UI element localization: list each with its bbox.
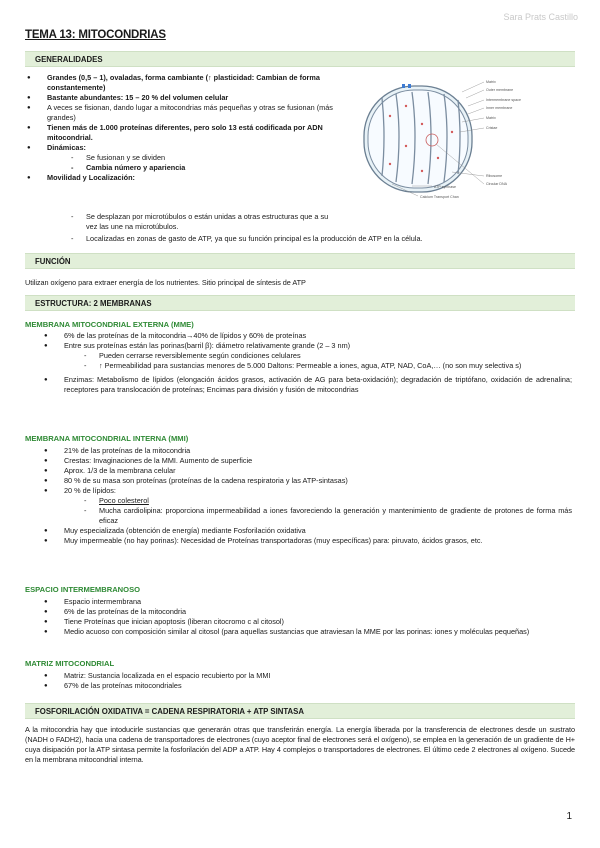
section-bar-generalidades: GENERALIDADES (25, 51, 575, 67)
mitochondria-diagram (362, 76, 577, 204)
ei-list (42, 597, 572, 637)
mme-list (42, 331, 572, 395)
list-item: ● Matriz: Sustancia localizada en el espacio recubierto por la MMI (42, 671, 572, 681)
list-item: ● Crestas: Invaginaciones de la MMI. Aumento de superficie (42, 456, 572, 466)
list-item: ● Muy especializada (obtención de energía) mediante Fosforilación oxidativa (42, 526, 572, 536)
generalidades-list (25, 73, 345, 183)
mmi-heading: MEMBRANA MITOCONDRIAL INTERNA (MMI) (25, 434, 189, 443)
label-circular-dna: Circular DNA (486, 182, 507, 186)
sub-item: - Localizadas en zonas de gasto de ATP, ya que su función principal es la producción de ATP en la célula. (65, 234, 585, 244)
dinamicas-label: Dinámicas: (47, 143, 86, 152)
mme-porinas-text: Entre sus proteínas están las porinas(barril β): diámetro relativamente grande (2 – 3 nm) (64, 341, 351, 350)
list-item: ● Aprox. 1/3 de la membrana celular (42, 466, 572, 476)
list-item: ● 21% de las proteínas de la mitocondria (42, 446, 572, 456)
label-intermembrane-space: Intermembrane space (486, 98, 521, 102)
dinamicas-sublist (47, 153, 345, 173)
list-item: ● Muy impermeable (no hay porinas): Necesidad de Proteínas transportadoras (muy específicas) para: piruvato, ácidos grasos, etc. (42, 536, 572, 546)
sub-item: - Cambia número y apariencia (65, 163, 345, 173)
list-item (42, 341, 572, 371)
label-matrix: Matrix (486, 80, 496, 84)
section-bar-fosforilacion: FOSFORILACIÓN OXIDATIVA = CADENA RESPIRATORIA + ATP SINTASA (25, 703, 575, 719)
sub-item: - Se fusionan y se dividen (65, 153, 345, 163)
list-item: ● 67% de las proteínas mitocondriales (42, 681, 572, 691)
label-cristae: Cristae (486, 126, 498, 130)
list-item (42, 486, 572, 526)
list-item: ● Medio acuoso con composición similar al citosol (para aquellas sustancias que atraviesan la MME por las porinas: iones y moléculas pequeñas) (42, 627, 572, 637)
section-bar-estructura: ESTRUCTURA: 2 MEMBRANAS (25, 295, 575, 311)
label-atp-synthase: ATP synthase (434, 185, 457, 189)
label-ribosome: Ribosome (486, 174, 503, 178)
sub-item: - ↑ Permeabilidad para sustancias menores de 5.000 Daltons: Permeable a iones, agua, ATP, NAD, CoA,… (no son muy selectiva s) (78, 361, 572, 371)
sub-item: - Se desplazan por microtúbulos o están unidas a otras estructuras que a su vez las une na microtúbulos. (65, 212, 335, 232)
poco-colesterol-text: Poco colesterol (99, 496, 149, 505)
page-number: 1 (566, 811, 572, 822)
list-item: ● Tiene Proteínas que inician apoptosis (liberan citocromo c al citosol) (42, 617, 572, 627)
sub-item: - Mucha cardiolipina: proporciona impermeabilidad a iones favoreciendo la generación y mantenimiento de gradiente de protones de forma más eficaz (78, 506, 572, 526)
fosforilacion-text: A la mitocondria hay que intoducirle sustancias que generarán otras que transferirán energía. La energía liberada por la transferencia de electrones desde un sustrato (NADH o FADH2), hacia una cadena de transportadores de electrones (cuyo aceptor final de electrones será el oxígeno), se emplea en la generación de un gradiente de H+ cuya disipación por la ATP sintasa permite la fosforilación del ADP a ATP. Hay 4 complejos o transportadores de electrones. El último cede 2 electrones al oxígeno. Sucede en la membrana mitocondrial interna. (25, 725, 575, 764)
mmi-list (42, 446, 572, 546)
list-item: ● Enzimas: Metabolismo de lípidos (elongación ácidos grasos, activación de AG para beta-oxidación); degradación de triptófano, oxidación de adrenalina; receptores para translocación de proteínas; Encimas para división y fusión de mitocondrias (42, 375, 572, 395)
ei-heading: ESPACIO INTERMEMBRANOSO (25, 585, 141, 594)
sub-item (78, 496, 572, 506)
list-item (25, 173, 345, 183)
page-title: TEMA 13: MITOCONDRIAS (25, 29, 166, 41)
section-bar-funcion: FUNCIÓN (25, 253, 575, 269)
label-calcium-channel: Calcium Transport Chan (420, 195, 459, 199)
mme-porinas-sublist (64, 351, 572, 371)
list-item: ● A veces se fisionan, dando lugar a mitocondrias más pequeñas y otras se fusionan (más grandes) (25, 103, 345, 123)
mme-heading: MEMBRANA MITOCONDRIAL EXTERNA (MME) (25, 320, 194, 329)
movilidad-sublist (65, 212, 335, 232)
matriz-heading: MATRIZ MITOCONDRIAL (25, 659, 115, 668)
mmi-lipidos-sublist (64, 496, 572, 526)
matriz-list (42, 671, 572, 691)
movilidad-sublist-2 (65, 234, 585, 244)
label-outer-membrane: Outer membrane (486, 88, 514, 92)
list-item: ● 6% de las proteínas de la mitocondria→40% de lípidos y 60% de proteínas (42, 331, 572, 341)
list-item: ● Tienen más de 1.000 proteínas diferentes, pero solo 13 está codificada por ADN mitocondrial. (25, 123, 345, 143)
mmi-lipidos-label: 20 % de lípidos: (64, 486, 116, 495)
list-item (25, 143, 345, 173)
label-inner-membrane: Inner membrane (486, 106, 513, 110)
author-name: Sara Prats Castillo (503, 12, 578, 22)
list-item: ● Espacio intermembrana (42, 597, 572, 607)
list-item: ● Grandes (0,5 – 1), ovaladas, forma cambiante (↑ plasticidad: Cambian de forma constantemente) (25, 73, 345, 93)
movilidad-label: Movilidad y Localización: (47, 173, 135, 182)
label-matrix-2: Matrix (486, 116, 496, 120)
funcion-text: Utilizan oxígeno para extraer energía de los nutrientes. Sitio principal de síntesis de ATP (25, 278, 306, 287)
list-item: ● Bastante abundantes: 15 – 20 % del volumen celular (25, 93, 345, 103)
sub-item: - Pueden cerrarse reversiblemente según condiciones celulares (78, 351, 572, 361)
list-item: ● 6% de las proteínas de la mitocondria (42, 607, 572, 617)
list-item: ● 80 % de su masa son proteínas (proteínas de la cadena respiratoria y las ATP-sintasas) (42, 476, 572, 486)
